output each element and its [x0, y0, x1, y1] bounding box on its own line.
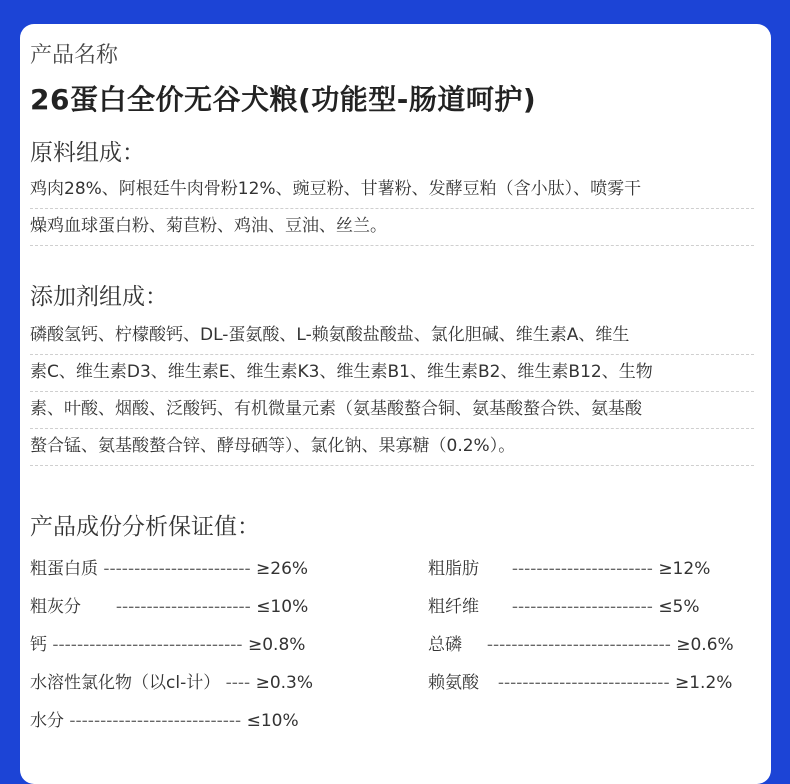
analysis-item-value: ≥1.2%	[674, 673, 733, 693]
leader-dashes: -----------------------	[511, 597, 653, 617]
leader-dashes: -----------------------	[511, 559, 653, 579]
analysis-item-value: ≥12%	[658, 559, 711, 579]
analysis-item-name: 粗灰分	[30, 597, 81, 617]
analysis-title: 产品成份分析保证值：	[30, 514, 260, 540]
analysis-row	[428, 554, 710, 584]
analysis-row	[30, 592, 308, 622]
analysis-item-name: 赖氨酸	[428, 673, 479, 693]
ingredients-line: 鸡肉28%、阿根廷牛肉骨粉12%、豌豆粉、甘薯粉、发酵豆粕（含小肽）、喷雾干	[30, 172, 754, 209]
analysis-item-value: ≥26%	[256, 559, 309, 579]
analysis-item-value: ≥0.3%	[255, 673, 314, 693]
leader-dashes: ----------------------	[115, 597, 251, 617]
leader-dashes: ----------------------------	[497, 673, 670, 693]
additives-line: 素C、维生素D3、维生素E、维生素K3、维生素B1、维生素B2、维生素B12、生物	[30, 355, 754, 392]
analysis-item-value: ≤10%	[256, 597, 309, 617]
analysis-row	[428, 630, 734, 660]
analysis-item-value: ≥0.6%	[676, 635, 734, 655]
ingredients-line: 燥鸡血球蛋白粉、菊苣粉、鸡油、豆油、丝兰。	[30, 209, 754, 246]
ingredients-text	[30, 172, 754, 246]
analysis-row	[428, 592, 700, 622]
analysis-row	[30, 706, 299, 736]
leader-dashes: ------------------------	[103, 559, 251, 579]
analysis-item-name: 粗纤维	[428, 597, 479, 617]
additives-line: 螯合锰、氨基酸螯合锌、酵母硒等）、氯化钠、果寡糖（0.2%）。	[30, 429, 754, 466]
analysis-item-name: 总磷	[428, 635, 462, 655]
analysis-item-name: 粗脂肪	[428, 559, 479, 579]
analysis-item-name: 水溶性氯化物（以cl-计）	[30, 673, 221, 693]
analysis-item-name: 钙	[30, 635, 47, 655]
analysis-row	[30, 630, 305, 660]
leader-dashes: ----	[225, 673, 251, 693]
analysis-row	[428, 668, 732, 698]
leader-dashes: ------------------------------	[486, 635, 671, 655]
analysis-item-name: 粗蛋白质	[30, 559, 98, 579]
analysis-item-value: ≤10%	[246, 711, 299, 731]
leader-dashes: ----------------------------	[69, 711, 242, 731]
analysis-item-value: ≥0.8%	[247, 635, 306, 655]
analysis-item-value: ≤5%	[658, 597, 700, 617]
ingredients-title: 原料组成：	[30, 140, 145, 166]
leader-dashes: -------------------------------	[52, 635, 243, 655]
product-name: 26蛋白全价无谷犬粮(功能型-肠道呵护)	[30, 83, 537, 116]
product-info-card	[20, 24, 771, 784]
analysis-row	[30, 554, 308, 584]
analysis-item-name: 水分	[30, 711, 64, 731]
additives-line: 磷酸氢钙、柠檬酸钙、DL-蛋氨酸、L-赖氨酸盐酸盐、氯化胆碱、维生素A、维生	[30, 318, 754, 355]
analysis-row	[30, 668, 313, 698]
additives-line: 素、叶酸、烟酸、泛酸钙、有机微量元素（氨基酸螯合铜、氨基酸螯合铁、氨基酸	[30, 392, 754, 429]
additives-text	[30, 318, 754, 466]
additives-title: 添加剂组成：	[30, 284, 168, 310]
product-name-label: 产品名称	[30, 43, 119, 68]
